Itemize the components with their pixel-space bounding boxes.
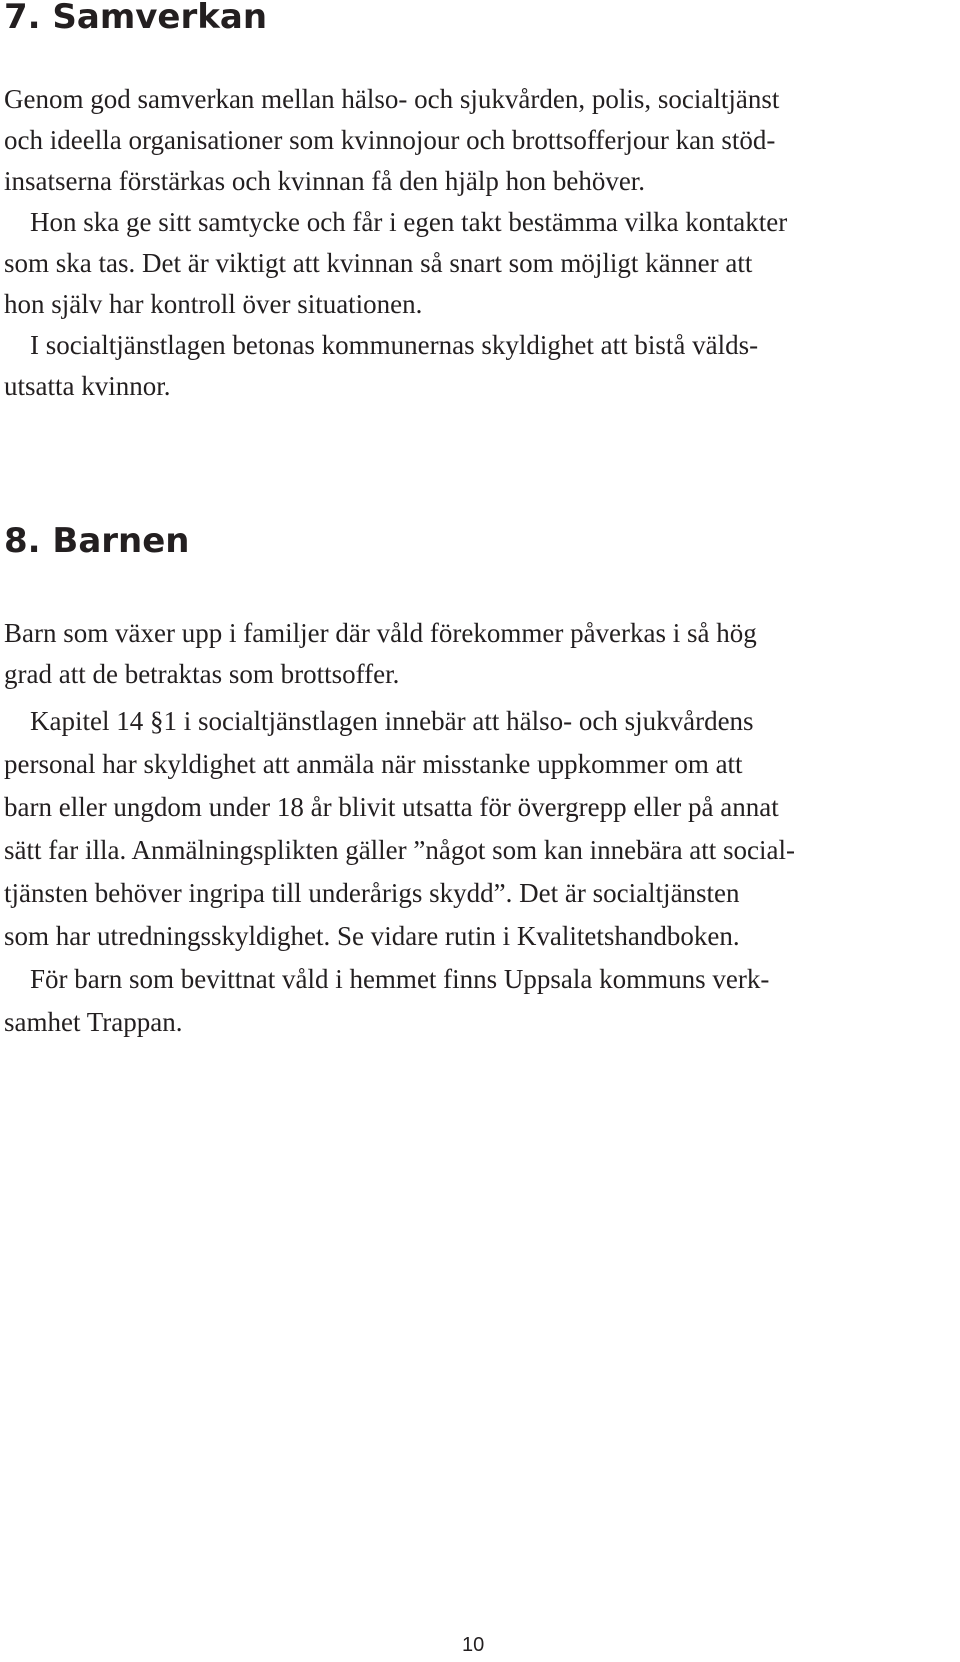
- paragraph-line: sätt far illa. Anmälningsplikten gäller ”något som kan innebära att social-: [4, 835, 796, 865]
- paragraph-line: hon själv har kontroll över situationen.: [4, 289, 423, 319]
- section-heading-samverkan: 7. Samverkan: [4, 0, 268, 37]
- paragraph-line: grad att de betraktas som brottsoffer.: [4, 659, 400, 689]
- paragraph-line: Hon ska ge sitt samtycke och får i egen takt bestämma vilka kontakter: [30, 207, 788, 237]
- paragraph-line: tjänsten behöver ingripa till underårigs skydd”. Det är socialtjänsten: [4, 878, 740, 908]
- paragraph-line: personal har skyldighet att anmäla när misstanke uppkommer om att: [4, 749, 743, 779]
- paragraph-line: och ideella organisationer som kvinnojour och brottsofferjour kan stöd-: [4, 125, 776, 155]
- paragraph-line: Genom god samverkan mellan hälso- och sjukvården, polis, socialtjänst: [4, 84, 780, 114]
- paragraph-line: samhet Trappan.: [4, 1007, 183, 1037]
- paragraph-line: Kapitel 14 §1 i socialtjänstlagen innebär att hälso- och sjukvårdens: [30, 706, 754, 736]
- paragraph-line: Barn som växer upp i familjer där våld förekommer påverkas i så hög: [4, 618, 757, 648]
- paragraph-line: För barn som bevittnat våld i hemmet finns Uppsala kommuns verk-: [30, 964, 770, 994]
- paragraph-line: barn eller ungdom under 18 år blivit utsatta för övergrepp eller på annat: [4, 792, 779, 822]
- paragraph-line: insatserna förstärkas och kvinnan få den hjälp hon behöver.: [4, 166, 646, 196]
- page-number: 10: [462, 1634, 485, 1656]
- paragraph-line: som ska tas. Det är viktigt att kvinnan så snart som möjligt känner att: [4, 248, 753, 278]
- section-heading-barnen: 8. Barnen: [4, 521, 190, 561]
- paragraph-line: utsatta kvinnor.: [4, 371, 171, 401]
- paragraph-line: I socialtjänstlagen betonas kommunernas skyldighet att bistå välds-: [30, 330, 759, 360]
- paragraph-line: som har utredningsskyldighet. Se vidare rutin i Kvalitetshandboken.: [4, 921, 740, 951]
